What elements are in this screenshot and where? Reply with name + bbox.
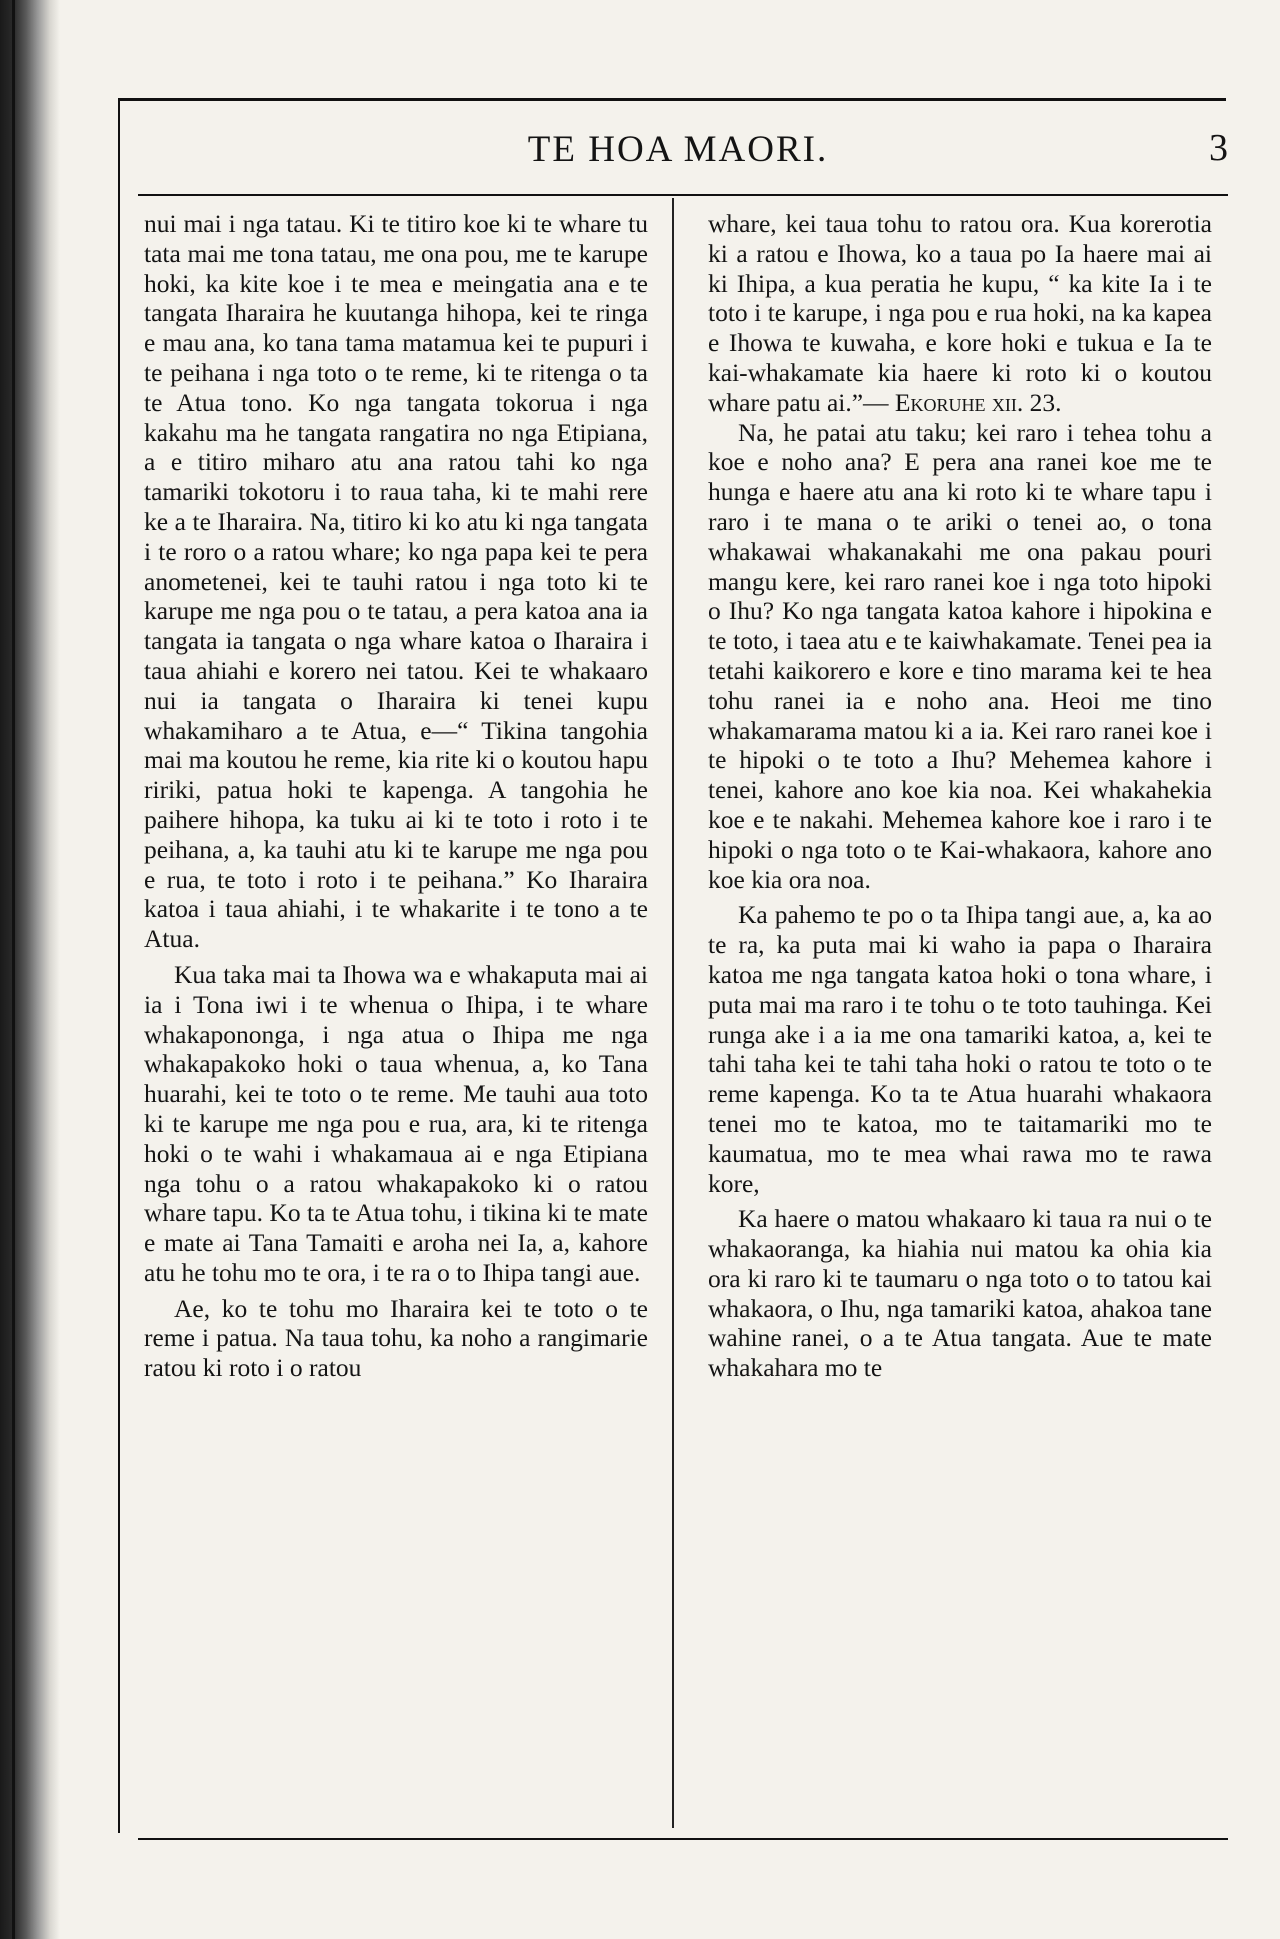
top-rule	[118, 98, 1226, 101]
paragraph: Ae, ko te tohu mo Iharaira kei te toto o te reme i patua. Na taua tohu, ka noho a rangimarie ratou ki roto i o ratou	[144, 1293, 648, 1383]
paragraph: Na, he patai atu taku; kei raro i tehea tohu a koe e noho ana? E pera ana ranei koe me te hunga e haere atu ana ki roto ki te whare tapu i raro i te mana o te ariki o tenei ao, o tona whakawai whakanakahi me ona pakau pouri mangu kere, kei raro ranei koe i nga toto hipoki o Ihu? Ko nga tangata katoa kahore i hipokina e te toto, i taea atu e te kaiwhakamate. Tenei pea ia tetahi kaikorero e kore e tino marama kei te hea tohu ranei ia e noho ana. Heoi me tino whakamarama matou ki a ia. Kei raro ranei koe i te hipoki o te toto a Ihu? Mehemea kahore i tenei, kahore ano koe kia noa. Kei whakahekia koe e te nakahi. Mehemea kahore koe i raro i te hipoki o nga toto o te Kai-whakaora, kahore ano koe kia ora noa.	[708, 417, 1212, 894]
column-divider	[672, 198, 674, 1828]
book-binding-shadow	[0, 0, 60, 1939]
right-column	[708, 209, 1212, 1389]
paragraph: nui mai i nga tatau. Ki te titiro koe ki te whare tu tata mai me tona tatau, me ona pou, me te karupe hoki, ka kite koe i te mea e meingatia ana e te tangata Iharaira he kuutanga hihopa, kei te ringa e mau ana, ko tana tama matamua kei te pupuri i te peihana i nga toto o te reme, ki te ritenga o ta te Atua tono. Ko nga tangata tokorua i nga kakahu ma he tangata rangatira no nga Etipiana, a e titiro miharo atu ana ratou tahi ko nga tamariki tokotoru i to raua taha, ki te mahi rere ke a te Iharaira. Na, titiro ki ko atu ki nga tangata i te roro o a ratou whare; ko nga papa kei te pera anometenei, kei te tauhi ratou i nga toto ki te karupe me nga pou o te tatau, a pera katoa ana ia tangata ia tangata o nga whare katoa o Iharaira i taua ahiahi e korero nei tatou. Kei te whakaaro nui ia tangata o Iharaira ki tenei kupu whakamiharo a te Atua, e—“ Tikina tangohia mai ma koutou he reme, kia rite ki o koutou hapu ririki, patua hoki te kapenga. A tangohia he paihere hihopa, ka tuku ai ki te toto i roto i te peihana, a, ka tauhi atu ki te karupe me nga pou e rua, te toto i roto i te peihana.” Ko Iharaira katoa i taua ahiahi, i te whakarite i te tono a te Atua.	[144, 209, 648, 954]
page-title: TE HOA MAORI.	[527, 129, 829, 170]
footer-rule	[138, 1838, 1228, 1840]
left-border	[118, 98, 120, 1833]
paragraph: Ka haere o matou whakaaro ki taua ra nui o te whakaoranga, ka hiahia nui matou ka ohia kia ora ki raro ki te taumaru o nga toto o to tatou kai whakaora, o Ihu, nga tamariki katoa, ahakoa tane wahine ranei, o a te Atua tangata. Aue te mate whakahara mo te	[708, 1204, 1212, 1383]
paragraph: Kua taka mai ta Ihowa wa e whakaputa mai ai ia i Tona iwi i te whenua o Ihipa, i te whare whakaponongа, i nga atua o Ihipa me nga whakapakoko hoki o taua whenua, a, ko Tana huarahi, kei te toto o te reme. Me tauhi aua toto ki te karupe me nga pou e rua, ara, ki te ritenga hoki o te wahi i whakamaua ai e nga Etipiana nga tohu o a ratou whakapakoko ki o ratou whare tapu. Ko ta te Atua tohu, i tikina ki te mate e mate ai Tana Tamaiti e aroha nei Ia, a, kahore atu he tohu mo te ora, i te ra o to Ihipa tangi aue.	[144, 959, 648, 1287]
page	[128, 0, 1228, 1939]
paragraph: Ka pahemo te po o ta Ihipa tangi aue, a, ka ao te ra, ka puta mai ki waho ia papa o Iharaira katoa me nga tangata katoa hoki o tona whare, i puta mai ma raro i te tohu o te toto tauhinga. Kei runga ake i a ia me ona tamariki katoa, a, kei te tahi taha kei te tahi taha hoki o ratou te toto o te reme kapenga. Ko ta te Atua huarahi whakaora tenei mo te katoa, mo te taitamariki mo te kaumatua, mo te mea whai rawa mo te rawa kore,	[708, 900, 1212, 1198]
paragraph-text: whare, kei taua tohu to ratou ora. Kua korerotia ki a ratou e Ihowa, ko a taua po Ia haere mai ai ki Ihipa, a kua peratia he kupu, “ ka kite Ia i te toto i te karupe, i nga pou e rua hoki, na ka kapea e Ihowa te kuwaha, e kore hoki e tukua e Ia te kai-whakamate kia haere ki roto ki o koutou whare patu ai.”—	[708, 209, 1212, 417]
scripture-reference: Ekoruhe xii. 23.	[894, 387, 1062, 417]
left-column	[144, 209, 648, 1389]
binding-edge-line	[12, 0, 15, 1939]
paragraph	[708, 209, 1212, 418]
header-rule	[138, 194, 1228, 196]
page-number: 3	[1209, 127, 1228, 169]
